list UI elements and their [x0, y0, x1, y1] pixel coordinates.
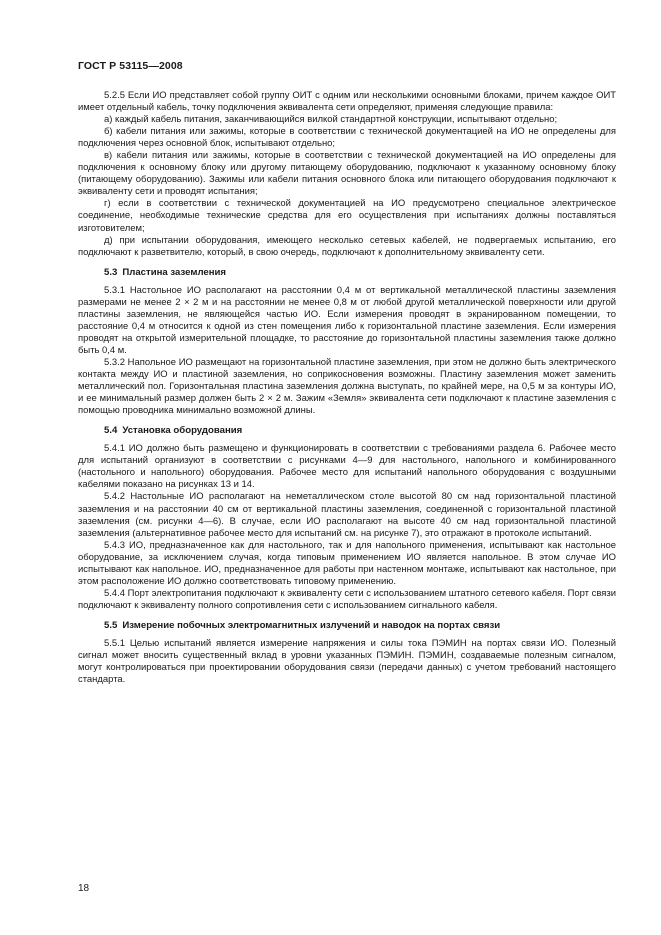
section-heading-5-4	[78, 425, 616, 437]
document-body	[78, 90, 616, 686]
section-number: 5.4	[104, 425, 118, 437]
page-number: 18	[78, 883, 90, 894]
paragraph-5-4-2: 5.4.2 Настольные ИО располагают на неметаллическом столе высотой 80 см над горизонтальной пластиной заземления и на расстоянии 40 см от вертикальной пластины заземления, соединенной с горизонтальной пластиной заземления (см. рисунки 4—6). В случае, если ИО располагают на высоте 40 см над горизонтальной пластиной заземления (альтернативное рабочее место для испытаний см. на рисунке 7), это отражают в протоколе испытаний.	[78, 491, 616, 539]
section-title: Пластина заземления	[122, 266, 227, 278]
section-heading-5-5	[78, 620, 616, 632]
list-item-b: б) кабели питания или зажимы, которые в соответствии с технической документацией на ИО не определены для подключения через основной блок, испытывают отдельно;	[78, 126, 616, 150]
list-item-d: д) при испытании оборудования, имеющего несколько сетевых кабелей, не подвергаемых испытанию, его подключают к разветвителю, который, в свою очередь, подключают к дополнительному эквиваленту сети.	[78, 234, 616, 258]
section-number: 5.5	[104, 619, 118, 631]
paragraph-5-3-1: 5.3.1 Настольное ИО располагают на расстоянии 0,4 м от вертикальной металлической пластины заземления размерами не менее 2 × 2 м и на расстоянии не менее 0,8 м от любой другой металлической поверхности или другой пластины заземления, не являющейся частью ИО. Если измерения проводят в экранированном помещении, то расстояние 0,4 м относится к одной из стен помещения либо к горизонтальной пластине заземления. Если измерения проводят на открытой измерительной площадке, то расстояние до горизонтальной пластины заземления также должно быть 0,4 м.	[78, 284, 616, 356]
section-title: Установка оборудования	[122, 425, 243, 437]
list-item-a: а) каждый кабель питания, заканчивающийся вилкой стандартной конструкции, испытывают отдельно;	[104, 114, 558, 126]
document-header: ГОСТ Р 53115—2008	[78, 60, 183, 72]
list-item-v: в) кабели питания или зажимы, которые в соответствии с технической документацией на ИО определены для подключения к основному блоку или другому питающему оборудованию, подключают к указанному основному блоку (питающему оборудованию). Зажимы или кабели питания основного блока или питающего оборудования подключают к эквиваленту сети и проводят испытания;	[78, 150, 616, 198]
paragraph-5-3-2: 5.3.2 Напольное ИО размещают на горизонтальной пластине заземления, при этом не должно быть электрического контакта между ИО и пластиной заземления, но соприкосновения возможны. Пластину заземления может заменить металлический пол. Горизонтальная пластина заземления должна выступать, по крайней мере, на 0,5 м за контуры ИО, и ее минимальный размер должен быть 2 × 2 м. Зажим «Земля» эквивалента сети подключают к пластине заземления с помощью проводника минимально возможной длины.	[78, 356, 616, 417]
section-number: 5.3	[104, 266, 118, 278]
section-title: Измерение побочных электромагнитных излучений и наводок на портах связи	[122, 619, 501, 631]
paragraph-5-4-1: 5.4.1 ИО должно быть размещено и функционировать в соответствии с требованиями раздела 6. Рабочее место для испытаний организуют в соответствии с рисунками 4—9 для настольного, напольного и комбинированного (настольного и напольного) оборудования. Рабочее место для испытаний напольного оборудования с воздушными кабелями показано на рисунках 13 и 14.	[78, 443, 616, 491]
paragraph-5-4-3: 5.4.3 ИО, предназначенное как для настольного, так и для напольного применения, испытывают как настольное оборудование, за исключением случая, когда типовым применением ИО является напольное. В этом случае ИО испытывают как напольное. ИО, предназначенное для работы при настенном монтаже, испытывают как настольное, при этом расположение ИО должно соответствовать типовому применению.	[78, 539, 616, 587]
list-item-g: г) если в соответствии с технической документацией на ИО предусмотрено специальное электрическое соединение, необходимые технические средства для его осуществления при испытаниях должны поставляться изготовителем;	[78, 198, 616, 234]
paragraph-5-5-1: 5.5.1 Целью испытаний является измерение напряжения и силы тока ПЭМИН на портах связи ИО. Полезный сигнал может вносить существенный вклад в уровни указанных ПЭМИН. ПЭМИН, создаваемые полезным сигналом, могут контролироваться при проектировании оборудования связи (передачи данных) с учетом требований настоящего стандарта.	[78, 637, 616, 686]
paragraph-5-2-5: 5.2.5 Если ИО представляет собой группу ОИТ с одним или несколькими основными блоками, причем каждое ОИТ имеет отдельный кабель, точку подключения эквивалента сети определяют, применяя следующие правила:	[78, 90, 616, 114]
section-heading-5-3	[78, 267, 616, 279]
paragraph-5-4-4: 5.4.4 Порт электропитания подключают к эквиваленту сети с использованием штатного сетевого кабеля. Порт связи подключают к эквиваленту полного сопротивления сети с использованием сигнального кабеля.	[78, 587, 616, 611]
